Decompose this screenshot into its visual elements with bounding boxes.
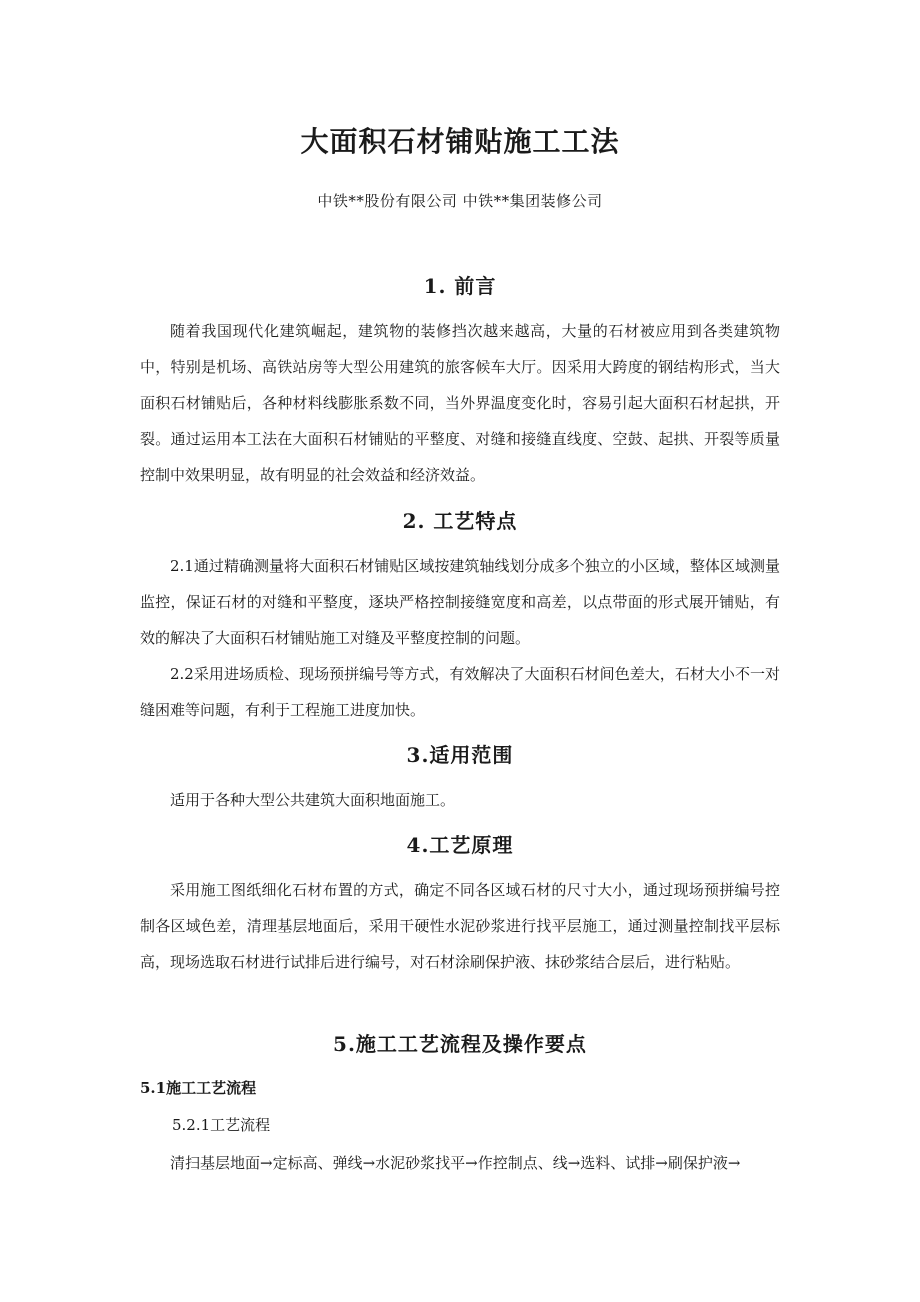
subsection-heading-5-1: 5.1施工工艺流程 [140, 1079, 257, 1097]
document-title: 大面积石材铺贴施工工法 [300, 125, 620, 158]
paragraph-principle: 采用施工图纸细化石材布置的方式，确定不同各区域石材的尺寸大小，通过现场预拼编号控制各区域色差，清理基层地面后，采用干硬性水泥砂浆进行找平层施工，通过测量控制找平层标高，现场选取石材进行试排后进行编号，对石材涂刷保护液、抹砂浆结合层后，进行粘贴。 [140, 881, 780, 971]
section-heading-principle: 4.工艺原理 [406, 833, 514, 857]
paragraph-feature-2-2: 2.2采用进场质检、现场预拼编号等方式，有效解决了大面积石材间色差大，石材大小不一对缝困难等问题，有利于工程施工进度加快。 [140, 665, 780, 719]
paragraph-preface: 随着我国现代化建筑崛起，建筑物的装修挡次越来越高，大量的石材被应用到各类建筑物中，特别是机场、高铁站房等大型公用建筑的旅客候车大厅。因采用大跨度的钢结构形式，当大面积石材铺贴后，各种材料线膨胀系数不同，当外界温度变化时，容易引起大面积石材起拱，开裂。通过运用本工法在大面积石材铺贴的平整度、对缝和接缝直线度、空鼓、起拱、开裂等质量控制中效果明显，故有明显的社会效益和经济效益。 [140, 322, 780, 484]
paragraph-feature-2-1: 2.1通过精确测量将大面积石材铺贴区域按建筑轴线划分成多个独立的小区域，整体区域测量监控，保证石材的对缝和平整度，逐块严格控制接缝宽度和高差，以点带面的形式展开铺贴，有效的解决了大面积石材铺贴施工对缝及平整度控制的问题。 [140, 557, 780, 647]
section-heading-features: 2. 工艺特点 [402, 509, 518, 533]
section-heading-preface: 1. 前言 [423, 274, 497, 298]
document-authors: 中铁**股份有限公司 中铁**集团装修公司 [317, 192, 603, 210]
section-heading-process: 5.施工工艺流程及操作要点 [333, 1032, 587, 1056]
paragraph-scope: 适用于各种大型公共建筑大面积地面施工。 [170, 791, 456, 809]
paragraph-process-flow: 清扫基层地面→定标高、弹线→水泥砂浆找平→作控制点、线→选料、试排→刷保护液→ [170, 1154, 741, 1172]
section-heading-scope: 3.适用范围 [406, 743, 514, 767]
subsection-heading-5-2-1: 5.2.1工艺流程 [172, 1116, 271, 1134]
